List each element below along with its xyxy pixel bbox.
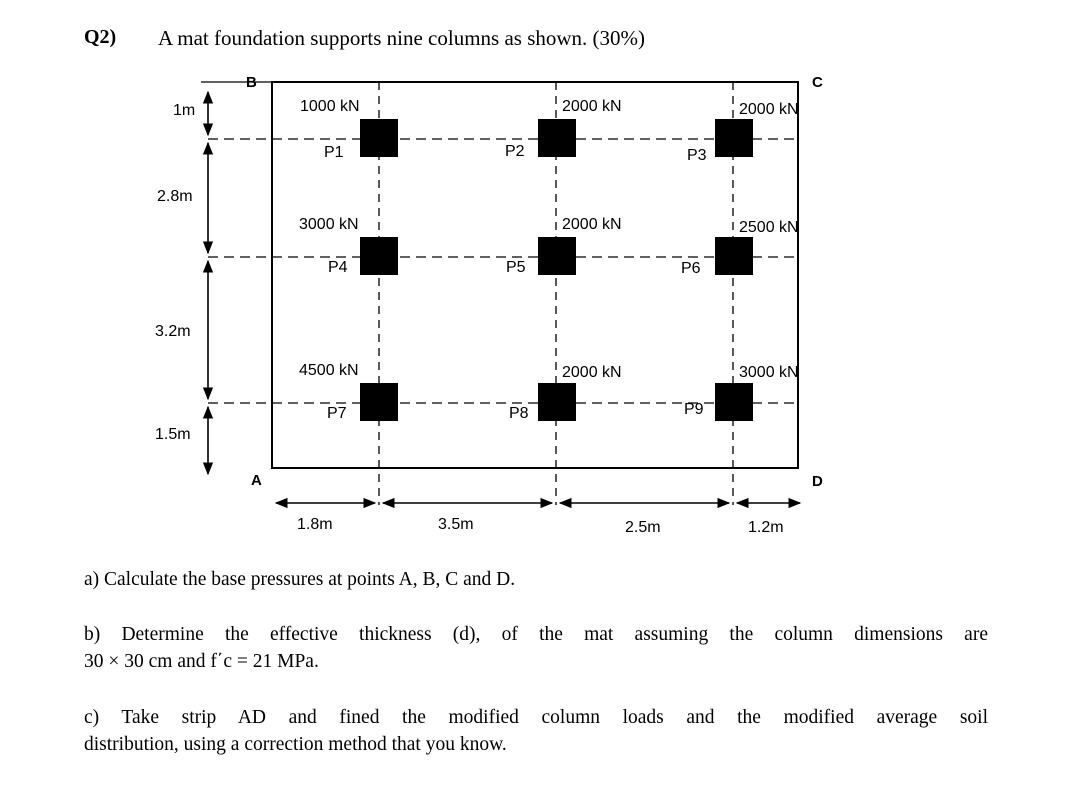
question-text: A mat foundation supports nine columns as shown. (30%) (158, 26, 646, 50)
label-p6: P6 (681, 260, 701, 277)
question-number: Q2) (84, 26, 117, 48)
load-p2: 2000 kN (562, 98, 622, 115)
load-p3: 2000 kN (739, 101, 799, 118)
column-p4 (360, 237, 398, 275)
corner-c: C (812, 74, 823, 91)
corner-b: B (246, 74, 257, 91)
load-p7: 4500 kN (299, 362, 359, 379)
column-p5 (538, 237, 576, 275)
label-p5: P5 (506, 259, 526, 276)
label-p9: P9 (684, 401, 704, 418)
load-p8: 2000 kN (562, 364, 622, 381)
part-a-text: a) Calculate the base pressures at points A, B, C and D. (84, 569, 516, 590)
column-p3 (715, 119, 753, 157)
label-p2: P2 (505, 143, 525, 160)
hdim-label-4: 1.2m (748, 519, 784, 536)
label-p4: P4 (328, 259, 348, 276)
part-c-line-1: c) Take strip AD and fined the modified column loads and the modified average soil (84, 707, 988, 728)
load-p4: 3000 kN (299, 216, 359, 233)
column-p8 (538, 383, 576, 421)
load-p1: 1000 kN (300, 98, 360, 115)
label-p8: P8 (509, 405, 529, 422)
corner-d: D (812, 473, 823, 490)
column-p9 (715, 383, 753, 421)
load-p9: 3000 kN (739, 364, 799, 381)
corner-a: A (251, 472, 262, 489)
part-c (84, 704, 988, 758)
hdim-label-3: 2.5m (625, 519, 661, 536)
column-p7 (360, 383, 398, 421)
vdim-label-2: 2.8m (157, 188, 193, 205)
part-b (84, 621, 988, 675)
hdim-label-1: 1.8m (297, 516, 333, 533)
vdim-label-4: 1.5m (155, 426, 191, 443)
vdim-label-1: 1m (173, 102, 196, 119)
label-p1: P1 (324, 144, 344, 161)
hdim-label-2: 3.5m (438, 516, 474, 533)
load-p5: 2000 kN (562, 216, 622, 233)
label-p7: P7 (327, 405, 347, 422)
vdim-label-3: 3.2m (155, 323, 191, 340)
column-p6 (715, 237, 753, 275)
part-c-line-2: distribution, using a correction method that you know. (84, 734, 507, 755)
load-p6: 2500 kN (739, 219, 799, 236)
column-p1 (360, 119, 398, 157)
label-p3: P3 (687, 147, 707, 164)
column-p2 (538, 119, 576, 157)
part-b-line-1: b) Determine the effective thickness (d), of the mat assuming the column dimensions are (84, 624, 988, 645)
part-b-line-2: 30 × 30 cm and f΄c = 21 MPa. (84, 651, 319, 672)
